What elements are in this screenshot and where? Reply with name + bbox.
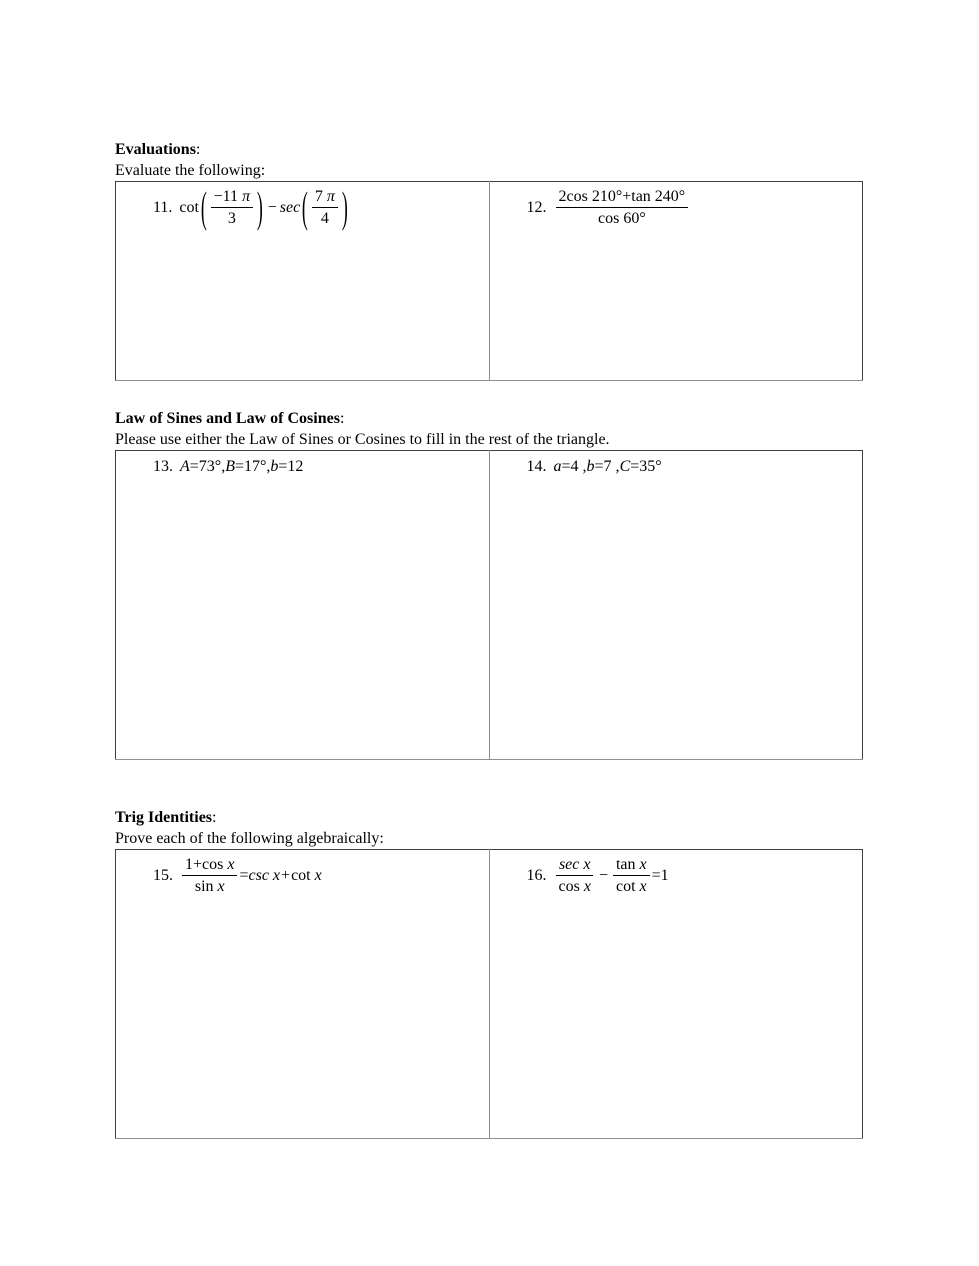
heading-colon: : — [195, 141, 201, 158]
variable-b: b — [270, 458, 279, 475]
problem-15-formula — [153, 855, 322, 896]
fraction-numerator — [182, 855, 237, 876]
instruction-law: Please use either the Law of Sines or Cosines to fill in the rest of the triangle. — [115, 431, 610, 448]
value: =35° — [630, 458, 662, 475]
fraction-7pi-4 — [312, 187, 338, 228]
equals-sign: = — [239, 866, 249, 884]
fraction-numerator — [613, 855, 650, 876]
value: =4 , — [561, 458, 587, 475]
heading-colon: : — [212, 809, 217, 826]
problem-number: 14. — [526, 458, 547, 475]
minus-operator: − — [598, 866, 608, 884]
variable-x: x — [583, 878, 591, 895]
numerator-fn: tan — [615, 856, 640, 873]
numerator-coef: −11 — [213, 188, 243, 205]
section-heading-identities — [115, 807, 863, 828]
fraction-denominator — [613, 876, 650, 896]
right-paren: ) — [256, 183, 263, 232]
fraction-denominator: 3 — [227, 210, 236, 227]
problem-15-lead — [153, 867, 180, 885]
problem-16-rhs — [652, 867, 669, 885]
instruction-identities: Prove each of the following algebraically: — [115, 830, 384, 847]
problem-16-cell — [489, 850, 863, 1139]
problem-number: 16. — [526, 866, 547, 884]
table-row — [116, 451, 863, 760]
fraction-sec-cos — [556, 855, 594, 896]
fraction-numerator — [312, 187, 338, 208]
fraction-numerator: sec x — [556, 855, 594, 876]
problem-15-cell — [116, 850, 490, 1139]
instruction-evaluations: Evaluate the following: — [115, 162, 266, 179]
problem-number: 13. — [153, 458, 173, 475]
problem-14-cell — [489, 451, 863, 760]
plus-operator: + — [281, 866, 291, 884]
function-cot: cot — [291, 866, 315, 884]
table-row — [116, 182, 863, 381]
fraction-1pluscos-sin — [182, 855, 237, 896]
identities-table — [115, 849, 863, 1139]
problem-13-formula — [153, 458, 303, 475]
problem-12-cell — [489, 182, 863, 381]
worksheet-content — [115, 139, 863, 1139]
problem-11-formula — [153, 183, 350, 232]
problem-16-lead — [527, 867, 554, 885]
variable-A: A — [180, 458, 190, 475]
fraction-numerator — [211, 187, 253, 208]
law-table — [115, 450, 863, 760]
problem-11-lead — [153, 199, 199, 217]
function-cot: cot — [179, 198, 199, 216]
table-row — [116, 850, 863, 1139]
left-paren: ( — [200, 183, 207, 232]
fraction-denominator: 4 — [320, 210, 329, 227]
variable-x: x — [217, 878, 225, 895]
problem-number: 15. — [153, 866, 173, 884]
heading-text: Trig Identities — [115, 809, 213, 826]
problem-16-formula — [527, 855, 669, 896]
fraction-denominator: cos 60° — [597, 210, 646, 227]
fraction-denominator — [556, 876, 594, 896]
value: =7 , — [594, 458, 620, 475]
denominator-fn: cot — [615, 878, 640, 895]
fraction-denominator — [192, 876, 228, 896]
value: =12 — [278, 458, 304, 475]
denominator-fn: cos — [558, 878, 584, 895]
variable-x: x — [639, 878, 647, 895]
fraction-tan-cot — [613, 855, 650, 896]
pi-symbol: π — [326, 188, 335, 205]
variable-b: b — [586, 458, 595, 475]
right-paren: ) — [341, 183, 348, 232]
problem-14-formula — [527, 458, 662, 475]
heading-colon: : — [339, 410, 345, 427]
value: =73°, — [189, 458, 226, 475]
fraction-neg11pi-3 — [211, 187, 253, 228]
function-sec: sec — [279, 198, 301, 216]
section-heading-evaluations — [115, 139, 863, 160]
heading-text: Law of Sines and Law of Cosines — [115, 410, 340, 427]
variable-x: x — [227, 856, 235, 873]
variable-C: C — [619, 458, 631, 475]
problem-11-cell — [116, 182, 490, 381]
value: =17°, — [234, 458, 271, 475]
problem-12-lead — [527, 199, 554, 217]
left-paren: ( — [302, 183, 309, 232]
minus-operator: − — [267, 198, 277, 216]
fraction-numerator: 2cos 210°+tan 240° — [556, 187, 689, 208]
variable-x: x — [314, 866, 322, 884]
evaluations-table — [115, 181, 863, 381]
problem-number: 12. — [526, 198, 547, 216]
variable-x: x — [639, 856, 647, 873]
heading-text: Evaluations — [115, 141, 196, 158]
numerator-fn: 1+cos — [185, 856, 228, 873]
variable-B: B — [225, 458, 235, 475]
problem-13-cell — [116, 451, 490, 760]
numerator-coef: 7 — [314, 188, 327, 205]
pi-symbol: π — [242, 188, 251, 205]
problem-15-rhs — [239, 867, 321, 885]
section-heading-law — [115, 408, 863, 429]
denominator-fn: sin — [194, 878, 218, 895]
fraction-cos-tan — [556, 187, 689, 228]
function-csc: csc x — [248, 866, 281, 884]
problem-12-formula — [527, 187, 691, 228]
equals-one: =1 — [651, 866, 669, 884]
problem-number: 11. — [153, 198, 173, 216]
variable-a: a — [553, 458, 562, 475]
